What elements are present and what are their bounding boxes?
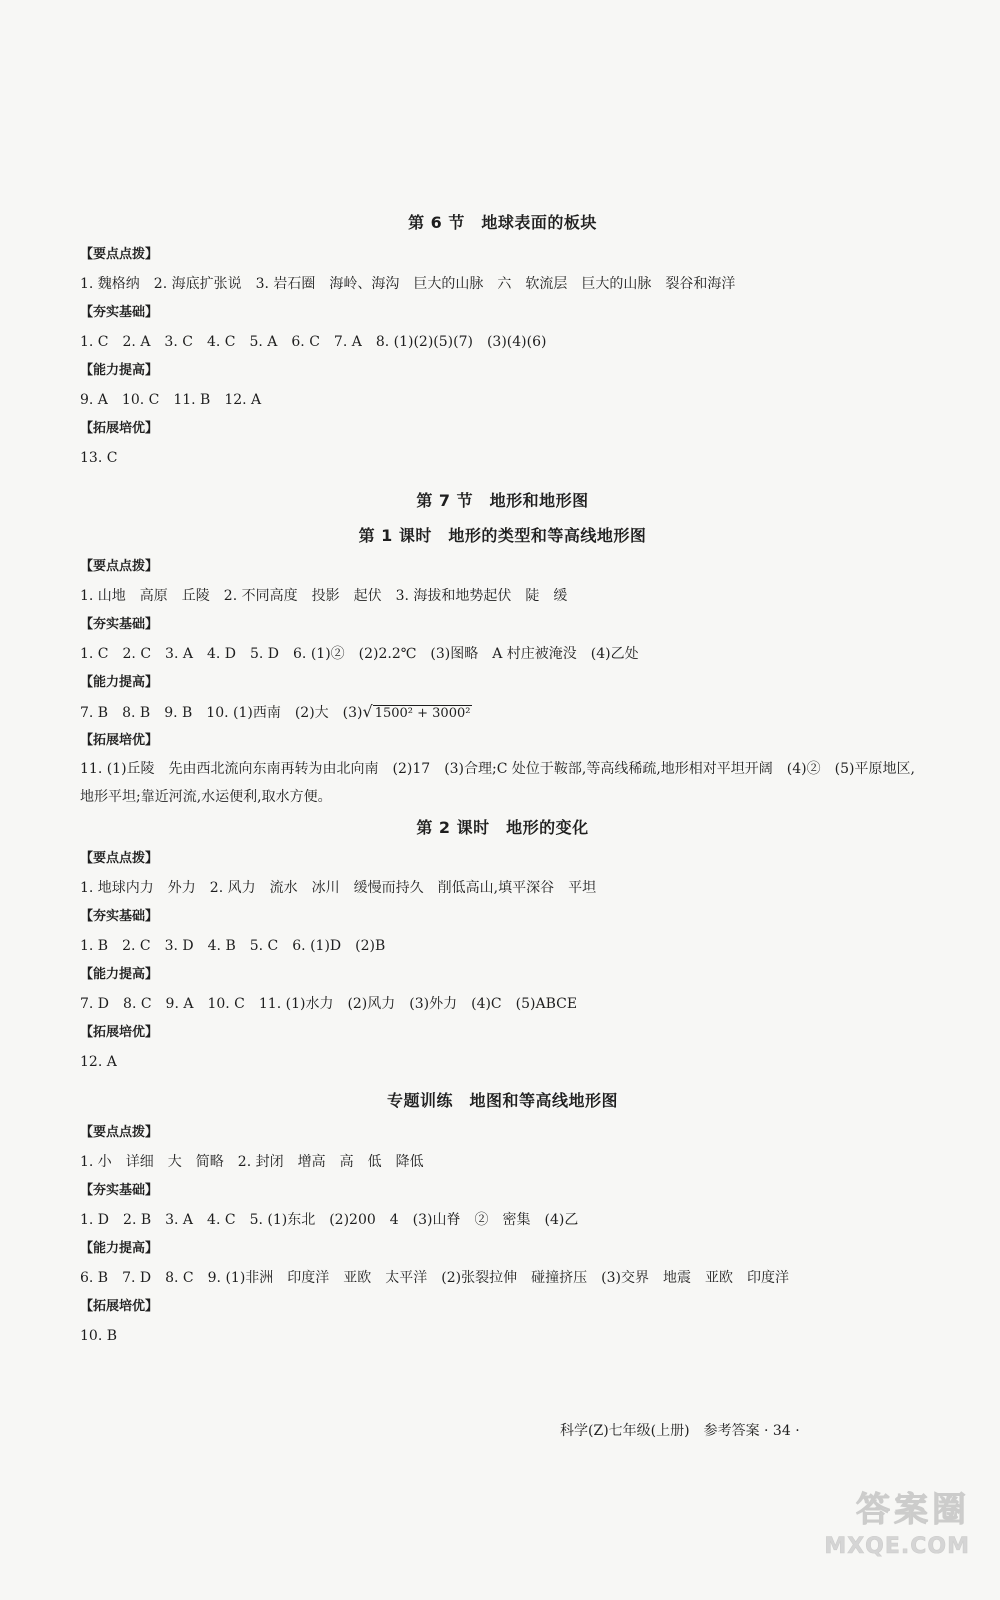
block-head: 【要点点拨】 (80, 1125, 159, 1140)
section-title-7: 第 7 节 地形和地形图 (416, 491, 589, 510)
answer-line: 1. 山地 高原 丘陵 2. 不同高度 投影 起伏 3. 海拔和地势起伏 陡 缓 (80, 588, 568, 604)
answer-line: 1. D 2. B 3. A 4. C 5. (1)东北 (2)200 4 (3)山脊 ② 密集 (4)乙 (80, 1212, 579, 1228)
block-head: 【能力提高】 (80, 675, 159, 690)
block-head: 【要点点拨】 (80, 851, 159, 866)
special-training-title: 专题训练 地图和等高线地形图 (386, 1091, 618, 1110)
watermark-bottom: MXQE.COM (824, 1534, 970, 1559)
block-head: 【夯实基础】 (80, 617, 159, 632)
section-title-6: 第 6 节 地球表面的板块 (408, 213, 597, 232)
block-head: 【夯实基础】 (80, 1183, 159, 1198)
answer-line: 12. A (80, 1054, 117, 1070)
answer-line: 7. D 8. C 9. A 10. C 11. (1)水力 (2)风力 (3)外力 (4)C (5)ABCE (80, 996, 578, 1012)
block-head: 【要点点拨】 (80, 559, 159, 574)
answer-line: 6. B 7. D 8. C 9. (1)非洲 印度洋 亚欧 太平洋 (2)张裂拉伸 碰撞挤压 (3)交界 地震 亚欧 印度洋 (80, 1270, 789, 1286)
answer-line: 1. C 2. A 3. C 4. C 5. A 6. C 7. A 8. (1)(2)(5)(7) (3)(4)(6) (80, 334, 547, 350)
watermark-top: 答案圈 (856, 1490, 970, 1530)
answer-line: 1. 魏格纳 2. 海底扩张说 3. 岩石圈 海岭、海沟 巨大的山脉 六 软流层 巨大的山脉 裂谷和海洋 (80, 276, 736, 292)
answer-line: 11. (1)丘陵 先由西北流向东南再转为由北向南 (2)17 (3)合理;C 处位于鞍部,等高线稀疏,地形相对平坦开阔 (4)② (5)平原地区,地形平坦;靠近河流,水运便利,取水方便。 (80, 761, 915, 805)
block-head: 【能力提高】 (80, 1241, 159, 1256)
answer-line: 9. A 10. C 11. B 12. A (80, 392, 262, 408)
answer-line: 1. 小 详细 大 简略 2. 封闭 增高 高 低 降低 (80, 1154, 424, 1170)
answer-line: 1. B 2. C 3. D 4. B 5. C 6. (1)D (2)B (80, 938, 386, 954)
answer-line: 10. B (80, 1328, 118, 1344)
block-head: 【能力提高】 (80, 967, 159, 982)
block-head: 【夯实基础】 (80, 305, 159, 320)
answer-line: 13. C (80, 450, 118, 466)
sqrt-radicand: 1500² + 3000² (374, 706, 471, 721)
answer-line: 1. 地球内力 外力 2. 风力 流水 冰川 缓慢而持久 削低高山,填平深谷 平坦 (80, 880, 597, 896)
answer-text: 7. B 8. B 9. B 10. (1)西南 (2)大 (3) (80, 705, 363, 721)
block-head: 【夯实基础】 (80, 909, 159, 924)
block-head: 【能力提高】 (80, 363, 159, 378)
answer-content (80, 205, 925, 1351)
block-head: 【要点点拨】 (80, 247, 159, 262)
block-head: 【拓展培优】 (80, 421, 159, 436)
answer-line (80, 697, 925, 727)
watermark-logo (820, 1488, 970, 1578)
block-head: 【拓展培优】 (80, 1299, 159, 1314)
lesson-title-1: 第 1 课时 地形的类型和等高线地形图 (358, 526, 647, 545)
block-head: 【拓展培优】 (80, 1025, 159, 1040)
block-head: 【拓展培优】 (80, 733, 159, 748)
answer-line: 1. C 2. C 3. A 4. D 5. D 6. (1)② (2)2.2℃ (3)图略 A 村庄被淹没 (4)乙处 (80, 646, 639, 662)
sqrt-symbol: √ (362, 702, 373, 721)
lesson-title-2: 第 2 课时 地形的变化 (416, 818, 589, 837)
page-footer: 科学(Z)七年级(上册) 参考答案 · 34 · (560, 1423, 800, 1439)
